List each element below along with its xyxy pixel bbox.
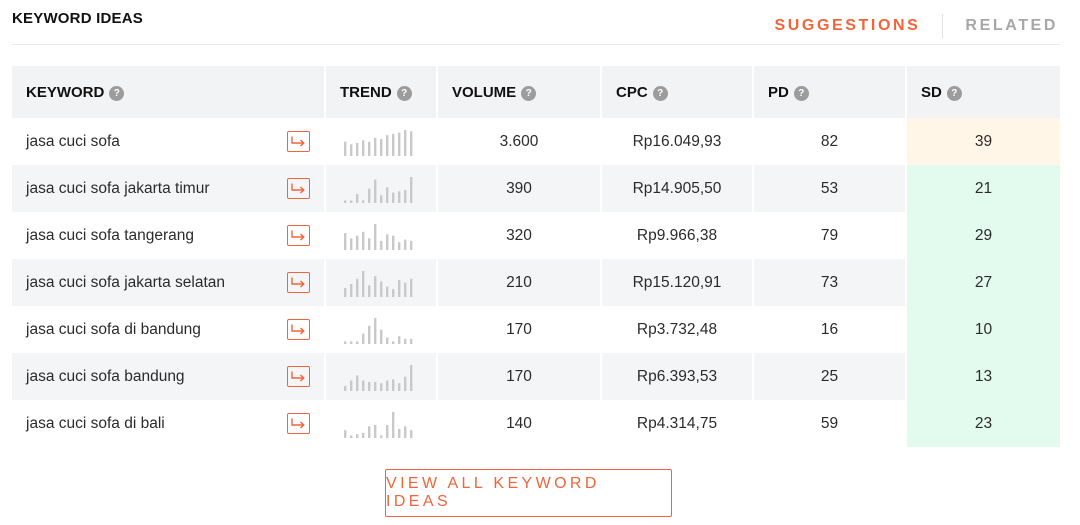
trend-sparkline bbox=[344, 316, 416, 344]
trend-bar bbox=[356, 235, 358, 249]
trend-bar bbox=[362, 200, 364, 203]
trend-bar bbox=[404, 190, 406, 203]
open-keyword-button[interactable] bbox=[287, 178, 310, 199]
trend-bar bbox=[374, 381, 376, 390]
open-keyword-button[interactable] bbox=[287, 131, 310, 152]
cpc-cell: Rp16.049,93 bbox=[600, 118, 752, 165]
volume-cell: 320 bbox=[436, 212, 600, 259]
column-header-keyword bbox=[12, 66, 324, 118]
open-keyword-button[interactable] bbox=[287, 413, 310, 434]
trend-sparkline bbox=[344, 222, 416, 250]
sd-cell: 21 bbox=[905, 165, 1060, 212]
table-row bbox=[12, 165, 1060, 212]
trend-bar bbox=[410, 338, 412, 343]
trend-sparkline bbox=[344, 410, 416, 438]
column-label: KEYWORD bbox=[26, 83, 105, 101]
trend-bar bbox=[374, 318, 376, 344]
keyword-cell bbox=[12, 118, 324, 165]
trend-bar bbox=[368, 325, 370, 343]
volume-cell: 140 bbox=[436, 400, 600, 447]
trend-bar bbox=[404, 239, 406, 249]
trend-bar bbox=[368, 238, 370, 250]
trend-bar bbox=[362, 231, 364, 249]
trend-bar bbox=[386, 234, 388, 250]
trend-bar bbox=[404, 282, 406, 296]
trend-bar bbox=[410, 365, 412, 391]
trend-sparkline bbox=[344, 363, 416, 391]
help-icon[interactable]: ? bbox=[109, 86, 124, 101]
trend-bar bbox=[368, 141, 370, 155]
trend-bar bbox=[362, 380, 364, 390]
trend-bar bbox=[356, 341, 358, 344]
trend-bar bbox=[350, 284, 352, 297]
trend-bar bbox=[392, 289, 394, 297]
cpc-cell: Rp3.732,48 bbox=[600, 306, 752, 353]
trend-cell bbox=[324, 118, 436, 165]
pd-cell: 25 bbox=[752, 353, 905, 400]
open-keyword-arrow-icon bbox=[291, 183, 306, 194]
trend-cell bbox=[324, 353, 436, 400]
trend-bar bbox=[344, 141, 346, 155]
trend-bar bbox=[404, 130, 406, 156]
open-keyword-arrow-icon bbox=[291, 324, 306, 335]
trend-bar bbox=[404, 426, 406, 438]
column-header-trend bbox=[324, 66, 436, 118]
trend-bar bbox=[356, 193, 358, 202]
trend-bar bbox=[392, 412, 394, 438]
keyword-cell bbox=[12, 400, 324, 447]
keyword-text[interactable]: jasa cuci sofa tangerang bbox=[26, 226, 195, 244]
trend-bar bbox=[386, 286, 388, 296]
trend-bar bbox=[350, 380, 352, 390]
trend-bar bbox=[368, 285, 370, 297]
help-icon[interactable]: ? bbox=[947, 86, 962, 101]
keyword-cell bbox=[12, 259, 324, 306]
header-divider bbox=[12, 44, 1060, 45]
pd-cell: 53 bbox=[752, 165, 905, 212]
trend-cell bbox=[324, 212, 436, 259]
open-keyword-button[interactable] bbox=[287, 225, 310, 246]
trend-bar bbox=[386, 425, 388, 438]
trend-bar bbox=[350, 341, 352, 344]
trend-bar bbox=[362, 333, 364, 343]
cpc-cell: Rp4.314,75 bbox=[600, 400, 752, 447]
sd-cell: 13 bbox=[905, 353, 1060, 400]
trend-bar bbox=[356, 434, 358, 438]
open-keyword-button[interactable] bbox=[287, 366, 310, 387]
trend-bar bbox=[368, 426, 370, 438]
trend-bar bbox=[392, 379, 394, 391]
trend-bar bbox=[392, 341, 394, 344]
trend-bar bbox=[344, 233, 346, 250]
table-row bbox=[12, 118, 1060, 165]
volume-cell: 210 bbox=[436, 259, 600, 306]
sd-cell: 23 bbox=[905, 400, 1060, 447]
trend-bar bbox=[398, 280, 400, 297]
keyword-ideas-table bbox=[12, 66, 1060, 447]
trend-bar bbox=[344, 430, 346, 438]
trend-bar bbox=[380, 139, 382, 156]
trend-bar bbox=[410, 177, 412, 203]
column-label: PD bbox=[768, 83, 789, 101]
keyword-cell bbox=[12, 353, 324, 400]
trend-bar bbox=[362, 432, 364, 437]
cpc-cell: Rp15.120,91 bbox=[600, 259, 752, 306]
keyword-text[interactable]: jasa cuci sofa jakarta timur bbox=[26, 179, 210, 197]
table-row bbox=[12, 212, 1060, 259]
help-icon[interactable]: ? bbox=[653, 86, 668, 101]
trend-bar bbox=[386, 380, 388, 390]
trend-bar bbox=[404, 376, 406, 390]
column-label: SD bbox=[921, 83, 942, 101]
trend-bar bbox=[374, 224, 376, 250]
sd-cell: 27 bbox=[905, 259, 1060, 306]
trend-bar bbox=[356, 278, 358, 296]
keyword-text[interactable]: jasa cuci sofa jakarta selatan bbox=[26, 273, 226, 291]
trend-cell bbox=[324, 259, 436, 306]
trend-bar bbox=[362, 140, 364, 156]
pd-cell: 73 bbox=[752, 259, 905, 306]
column-label: TREND bbox=[340, 83, 392, 101]
column-header-volume bbox=[436, 66, 600, 118]
table-row bbox=[12, 306, 1060, 353]
sd-cell: 10 bbox=[905, 306, 1060, 353]
open-keyword-arrow-icon bbox=[291, 136, 306, 147]
trend-bar bbox=[350, 238, 352, 250]
trend-bar bbox=[380, 240, 382, 249]
trend-bar bbox=[344, 200, 346, 203]
column-header-cpc bbox=[600, 66, 752, 118]
column-label: VOLUME bbox=[452, 83, 517, 101]
table-row bbox=[12, 400, 1060, 447]
table-row bbox=[12, 353, 1060, 400]
open-keyword-arrow-icon bbox=[291, 371, 306, 382]
volume-cell: 3.600 bbox=[436, 118, 600, 165]
trend-cell bbox=[324, 400, 436, 447]
trend-bar bbox=[398, 428, 400, 437]
open-keyword-arrow-icon bbox=[291, 418, 306, 429]
volume-cell: 170 bbox=[436, 353, 600, 400]
open-keyword-arrow-icon bbox=[291, 230, 306, 241]
table-header-row bbox=[12, 66, 1060, 118]
sd-cell: 39 bbox=[905, 118, 1060, 165]
tab-group bbox=[774, 14, 1058, 38]
trend-bar bbox=[386, 337, 388, 344]
help-icon[interactable]: ? bbox=[521, 86, 536, 101]
pd-cell: 16 bbox=[752, 306, 905, 353]
trend-bar bbox=[350, 435, 352, 438]
trend-bar bbox=[398, 132, 400, 155]
trend-bar bbox=[398, 242, 400, 250]
trend-bar bbox=[344, 287, 346, 296]
keyword-text[interactable]: jasa cuci sofa bandung bbox=[26, 367, 185, 385]
trend-bar bbox=[398, 336, 400, 344]
trend-bar bbox=[368, 188, 370, 202]
volume-cell: 170 bbox=[436, 306, 600, 353]
table-row bbox=[12, 259, 1060, 306]
trend-bar bbox=[350, 200, 352, 203]
trend-bar bbox=[344, 341, 346, 344]
pd-cell: 59 bbox=[752, 400, 905, 447]
trend-sparkline bbox=[344, 175, 416, 203]
help-icon[interactable]: ? bbox=[397, 86, 412, 101]
trend-bar bbox=[356, 375, 358, 391]
trend-bar bbox=[404, 338, 406, 343]
open-keyword-button[interactable] bbox=[287, 319, 310, 340]
sd-cell: 29 bbox=[905, 212, 1060, 259]
tab-related[interactable]: RELATED bbox=[965, 17, 1058, 34]
trend-bar bbox=[380, 329, 382, 343]
trend-bar bbox=[392, 192, 394, 202]
trend-bar bbox=[344, 385, 346, 390]
trend-bar bbox=[410, 430, 412, 438]
trend-bar bbox=[398, 383, 400, 391]
trend-bar bbox=[410, 240, 412, 249]
view-all-keyword-ideas-button[interactable]: VIEW ALL KEYWORD IDEAS bbox=[385, 469, 672, 517]
panel-title: KEYWORD IDEAS bbox=[12, 10, 143, 27]
keyword-text[interactable]: jasa cuci sofa di bandung bbox=[26, 320, 201, 338]
trend-bar bbox=[374, 137, 376, 155]
trend-bar bbox=[362, 271, 364, 297]
trend-cell bbox=[324, 165, 436, 212]
keyword-text[interactable]: jasa cuci sofa di bali bbox=[26, 414, 165, 432]
trend-bar bbox=[356, 143, 358, 156]
keyword-text[interactable]: jasa cuci sofa bbox=[26, 132, 120, 150]
trend-bar bbox=[386, 187, 388, 203]
trend-bar bbox=[386, 135, 388, 156]
cpc-cell: Rp6.393,53 bbox=[600, 353, 752, 400]
pd-cell: 79 bbox=[752, 212, 905, 259]
column-label: CPC bbox=[616, 83, 648, 101]
table-body bbox=[12, 118, 1060, 447]
trend-bar bbox=[392, 235, 394, 249]
pd-cell: 82 bbox=[752, 118, 905, 165]
trend-bar bbox=[380, 435, 382, 438]
keyword-cell bbox=[12, 212, 324, 259]
volume-cell: 390 bbox=[436, 165, 600, 212]
tab-suggestions[interactable]: SUGGESTIONS bbox=[774, 17, 921, 34]
column-header-pd bbox=[752, 66, 905, 118]
trend-bar bbox=[398, 191, 400, 203]
trend-bar bbox=[374, 276, 376, 297]
trend-bar bbox=[374, 179, 376, 202]
open-keyword-button[interactable] bbox=[287, 272, 310, 293]
trend-sparkline bbox=[344, 269, 416, 297]
trend-bar bbox=[392, 133, 394, 155]
trend-bar bbox=[410, 131, 412, 156]
column-header-sd bbox=[905, 66, 1060, 118]
trend-bar bbox=[368, 381, 370, 390]
trend-sparkline bbox=[344, 128, 416, 156]
trend-bar bbox=[380, 195, 382, 203]
trend-bar bbox=[410, 278, 412, 296]
trend-cell bbox=[324, 306, 436, 353]
keyword-cell bbox=[12, 165, 324, 212]
trend-bar bbox=[350, 144, 352, 156]
trend-bar bbox=[380, 281, 382, 297]
open-keyword-arrow-icon bbox=[291, 277, 306, 288]
keyword-cell bbox=[12, 306, 324, 353]
cpc-cell: Rp14.905,50 bbox=[600, 165, 752, 212]
trend-bar bbox=[380, 383, 382, 391]
cpc-cell: Rp9.966,38 bbox=[600, 212, 752, 259]
help-icon[interactable]: ? bbox=[794, 86, 809, 101]
trend-bar bbox=[374, 425, 376, 438]
